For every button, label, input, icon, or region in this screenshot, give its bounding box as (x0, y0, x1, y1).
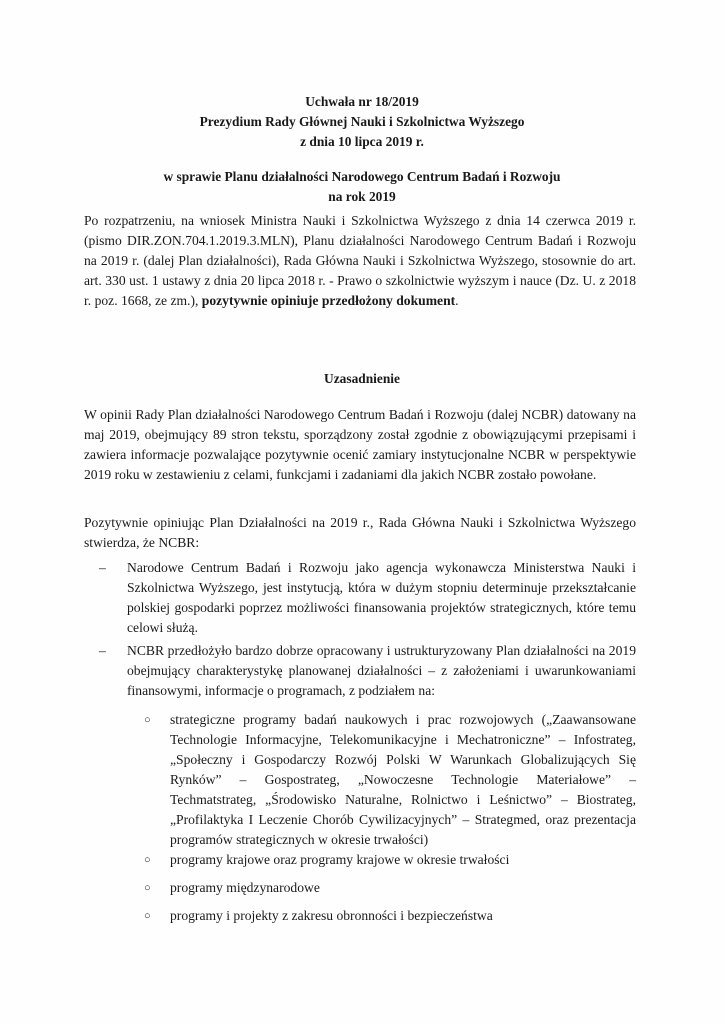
list-item (141, 850, 636, 870)
list-item (84, 558, 636, 638)
program-type-text: strategiczne programy badań naukowych i prac rozwojowych („Zaawansowane Technologie Informacyjne, Telekomunikacyjne i Mechatroniczne” – Infostrateg, „Społeczny i Gospodarczy Rozwój Polski W Warunkach Globalizujących Się Rynków” – Gospostrateg, „Nowoczesne Technologie Materiałowe” – Techmatstrateg, „Środowisko Naturalne, Rolnictwo i Leśnictwo” – Biostrateg, „Profilaktyka I Leczenie Chorób Cywilizacyjnych” – Strategmed, oraz prezentacja programów strategicznych w okresie trwałości) (170, 712, 636, 847)
finding-text: NCBR przedłożyło bardzo dobrze opracowany i ustrukturyzowany Plan działalności na 2019 obejmujący charakterystykę planowanej działalności – z założeniami i uwarunkowaniami finansowymi, informacje o programach, z podziałem na: (127, 643, 636, 698)
dash-bullet-icon: – (99, 560, 106, 575)
subject-line-1: w sprawie Planu działalności Narodowego Centrum Badań i Rozwoju (163, 169, 561, 184)
resolution-end: . (455, 293, 459, 308)
circle-bullet-icon: ○ (144, 910, 151, 922)
resolution-date: z dnia 10 lipca 2019 r. (300, 134, 424, 149)
list-item (141, 878, 636, 898)
list-item (141, 906, 636, 926)
subject-line-2: na rok 2019 (328, 189, 396, 204)
program-type-text: programy międzynarodowe (170, 880, 320, 895)
list-item (84, 641, 636, 701)
resolution-decision: pozytywnie opiniuje przedłożony dokument (201, 293, 456, 308)
program-type-text: programy i projekty z zakresu obronności i bezpieczeństwa (170, 908, 493, 923)
circle-bullet-icon: ○ (144, 854, 151, 866)
justification-title: Uzasadnienie (324, 371, 400, 386)
circle-bullet-icon: ○ (144, 714, 151, 726)
findings-list-item-1 (84, 558, 636, 638)
justification-paragraph-2: Pozytywnie opiniując Plan Działalności na 2019 r., Rada Główna Nauki i Szkolnictwa Wyższego stwierdza, że NCBR: (84, 515, 636, 550)
resolution-number: Uchwała nr 18/2019 (305, 94, 419, 109)
program-types-item-4 (141, 906, 636, 926)
justification-paragraph-1: W opinii Rady Plan działalności Narodowego Centrum Badań i Rozwoju (dalej NCBR) datowany na maj 2019, obejmujący 89 stron tekstu, sporządzony został zgodnie z obowiązującymi przepisami i zawiera informacje pozwalające pozytywnie ocenić zamiary instytucjonalne NCBR w perspektywie 2019 roku w zestawieniu z celami, funkcjami i zadaniami dla jakich NCBR zostało powołane. (84, 407, 636, 482)
issuing-body: Prezydium Rady Głównej Nauki i Szkolnictwa Wyższego (199, 114, 525, 129)
resolution-paragraph (84, 211, 636, 311)
findings-list-item-2 (84, 641, 636, 701)
program-type-text: programy krajowe oraz programy krajowe w okresie trwałości (170, 852, 510, 867)
program-types-item-2 (141, 850, 636, 870)
finding-text: Narodowe Centrum Badań i Rozwoju jako agencja wykonawcza Ministerstwa Nauki i Szkolnictwa Wyższego, jest instytucją, która w dużym stopniu determinuje przekształcanie polskiej gospodarki poprzez możliwości finansowania projektów strategicznych, które temu celowi służą. (127, 560, 636, 635)
program-types-item-3 (141, 878, 636, 898)
resolution-subject (0, 167, 724, 207)
resolution-header (0, 92, 724, 152)
dash-bullet-icon: – (99, 643, 106, 658)
resolution-text: Po rozpatrzeniu, na wniosek Ministra Nauki i Szkolnictwa Wyższego z dnia 14 czerwca 2019 r. (pismo DIR.ZON.704.1.2019.3.MLN), Planu działalności Narodowego Centrum Badań i Rozwoju na 2019 r. (dalej Plan działalności), Rada Główna Nauki i Szkolnictwa Wyższego, stosownie do art. art. 330 ust. 1 ustawy z dnia 20 lipca 2018 r. - Prawo o szkolnictwie wyższym i nauce (Dz. U. z 2018 r. poz. 1668, ze zm.), (84, 213, 636, 308)
list-item (141, 710, 636, 850)
program-types-item-1 (141, 710, 636, 850)
circle-bullet-icon: ○ (144, 882, 151, 894)
